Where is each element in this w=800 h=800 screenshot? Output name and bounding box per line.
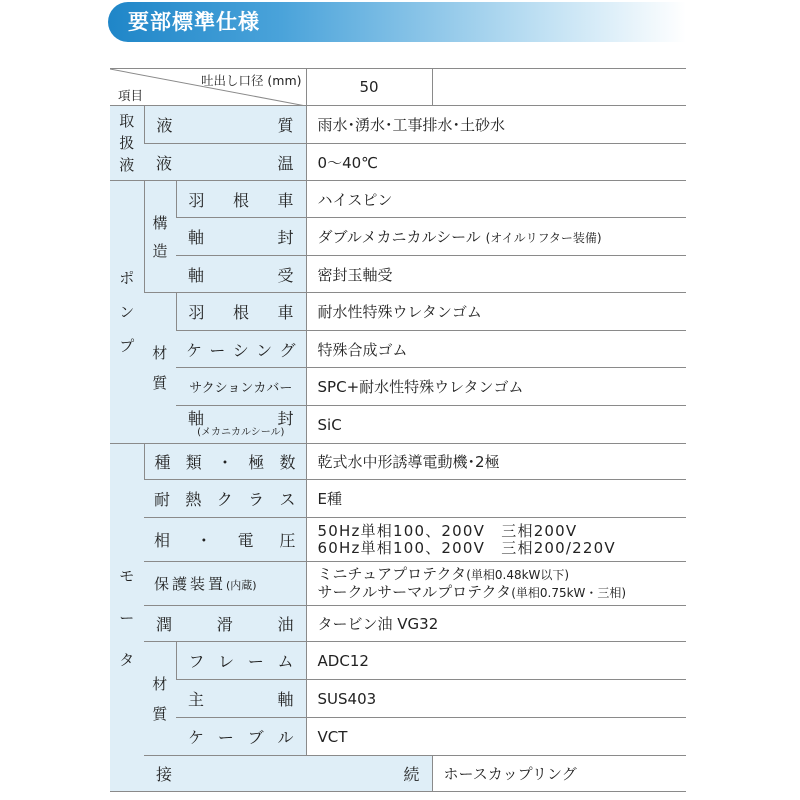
liquid-temp-row xyxy=(110,144,686,181)
pump-shaftseal-sub: (メカニカルシール) xyxy=(197,427,285,438)
motor-type-row xyxy=(110,444,686,480)
pump-shaftseal-value: SiC xyxy=(306,406,686,444)
pump-suction-label: サクションカバー xyxy=(176,368,306,406)
pump-shaftseal-row xyxy=(110,406,686,444)
header-diagonal-cell xyxy=(110,69,306,106)
connection-value: ホースカップリング xyxy=(432,756,686,792)
pump-impeller-row xyxy=(110,181,686,218)
liquid-quality-value: 雨水･湧水･工事排水･土砂水 xyxy=(306,106,686,144)
motor-protect-row xyxy=(110,562,686,606)
motor-phase-value xyxy=(306,518,686,562)
pump-shaftseal-label: 軸 封 (メカニカルシール) xyxy=(176,406,306,444)
motor-cable-row xyxy=(110,718,686,756)
pump-impeller-value: ハイスピン xyxy=(306,181,686,218)
pump-casing-value: 特殊合成ゴム xyxy=(306,331,686,368)
motor-heat-label: 耐 熱 ク ラ ス xyxy=(144,480,306,518)
pump-seal-label: 軸 封 xyxy=(176,218,306,256)
motor-phase-row xyxy=(110,518,686,562)
item-label: 項目 xyxy=(118,88,144,103)
pump-mat-impeller-row xyxy=(110,293,686,331)
pump-group: ポンプ xyxy=(110,181,144,444)
motor-protect-value: ミニチュアプロテクタ(単相0.48kW以下) サークルサーマルプロテクタ(単相0.75kW・三相) xyxy=(306,562,686,606)
connection-label: 接 続 xyxy=(144,756,432,792)
motor-type-value: 乾式水中形誘導電動機･2極 xyxy=(306,444,686,480)
motor-oil-label: 潤 滑 油 xyxy=(144,606,306,642)
liquid-temp-value: 0～40℃ xyxy=(306,144,686,181)
motor-frame-label: フ レ ー ム xyxy=(176,642,306,680)
header-empty-cell xyxy=(432,69,686,106)
motor-oil-row xyxy=(110,606,686,642)
pump-suction-row xyxy=(110,368,686,406)
pump-seal-row xyxy=(110,218,686,256)
page-title: 要部標準仕様 xyxy=(128,10,260,34)
motor-shaft-value: SUS403 xyxy=(306,680,686,718)
motor-heat-value: E種 xyxy=(306,480,686,518)
motor-oil-value: タービン油 VG32 xyxy=(306,606,686,642)
header-row xyxy=(110,69,686,106)
title-banner xyxy=(108,2,686,42)
motor-phase-line2: 60Hz単相100、200V 三相200/220V xyxy=(317,538,616,557)
motor-shaft-row xyxy=(110,680,686,718)
motor-frame-value: ADC12 xyxy=(306,642,686,680)
pump-material-group: 材質 xyxy=(144,293,176,444)
pump-mat-impeller-value: 耐水性特殊ウレタンゴム xyxy=(306,293,686,331)
motor-type-label: 種 類 ・ 極 数 xyxy=(144,444,306,480)
handling-liquid-group: 取扱液 xyxy=(110,106,144,181)
pump-seal-note: (オイルリフター装備) xyxy=(485,231,602,245)
diameter-label: 吐出し口径 (mm) xyxy=(200,73,302,88)
motor-shaft-label: 主 軸 xyxy=(176,680,306,718)
connection-row xyxy=(110,756,686,792)
motor-frame-row xyxy=(110,642,686,680)
liquid-quality-row xyxy=(110,106,686,144)
motor-group: モータ xyxy=(110,444,144,792)
motor-phase-line1: 50Hz単相100、200V 三相200V xyxy=(317,521,578,540)
pump-bearing-label: 軸 受 xyxy=(176,256,306,293)
liquid-temp-label: 液 温 xyxy=(144,144,306,181)
motor-cable-value: VCT xyxy=(306,718,686,756)
pump-casing-label: ケ ー シ ン グ xyxy=(176,331,306,368)
motor-protect-label: 保護装置(内蔵) xyxy=(144,562,306,606)
pump-impeller-label: 羽 根 車 xyxy=(176,181,306,218)
motor-cable-label: ケ ー ブ ル xyxy=(176,718,306,756)
pump-mat-impeller-label: 羽 根 車 xyxy=(176,293,306,331)
diameter-value: 50 xyxy=(306,69,432,106)
pump-suction-value: SPC+耐水性特殊ウレタンゴム xyxy=(306,368,686,406)
motor-heat-row xyxy=(110,480,686,518)
motor-material-group: 材質 xyxy=(144,642,176,756)
pump-seal-value: ダブルメカニカルシール (オイルリフター装備) xyxy=(306,218,686,256)
liquid-quality-label: 液 質 xyxy=(144,106,306,144)
pump-bearing-value: 密封玉軸受 xyxy=(306,256,686,293)
pump-bearing-row xyxy=(110,256,686,293)
pump-casing-row xyxy=(110,331,686,368)
spec-table xyxy=(110,68,686,792)
pump-structure-group: 構造 xyxy=(144,181,176,293)
motor-phase-label: 相 ・ 電 圧 xyxy=(144,518,306,562)
